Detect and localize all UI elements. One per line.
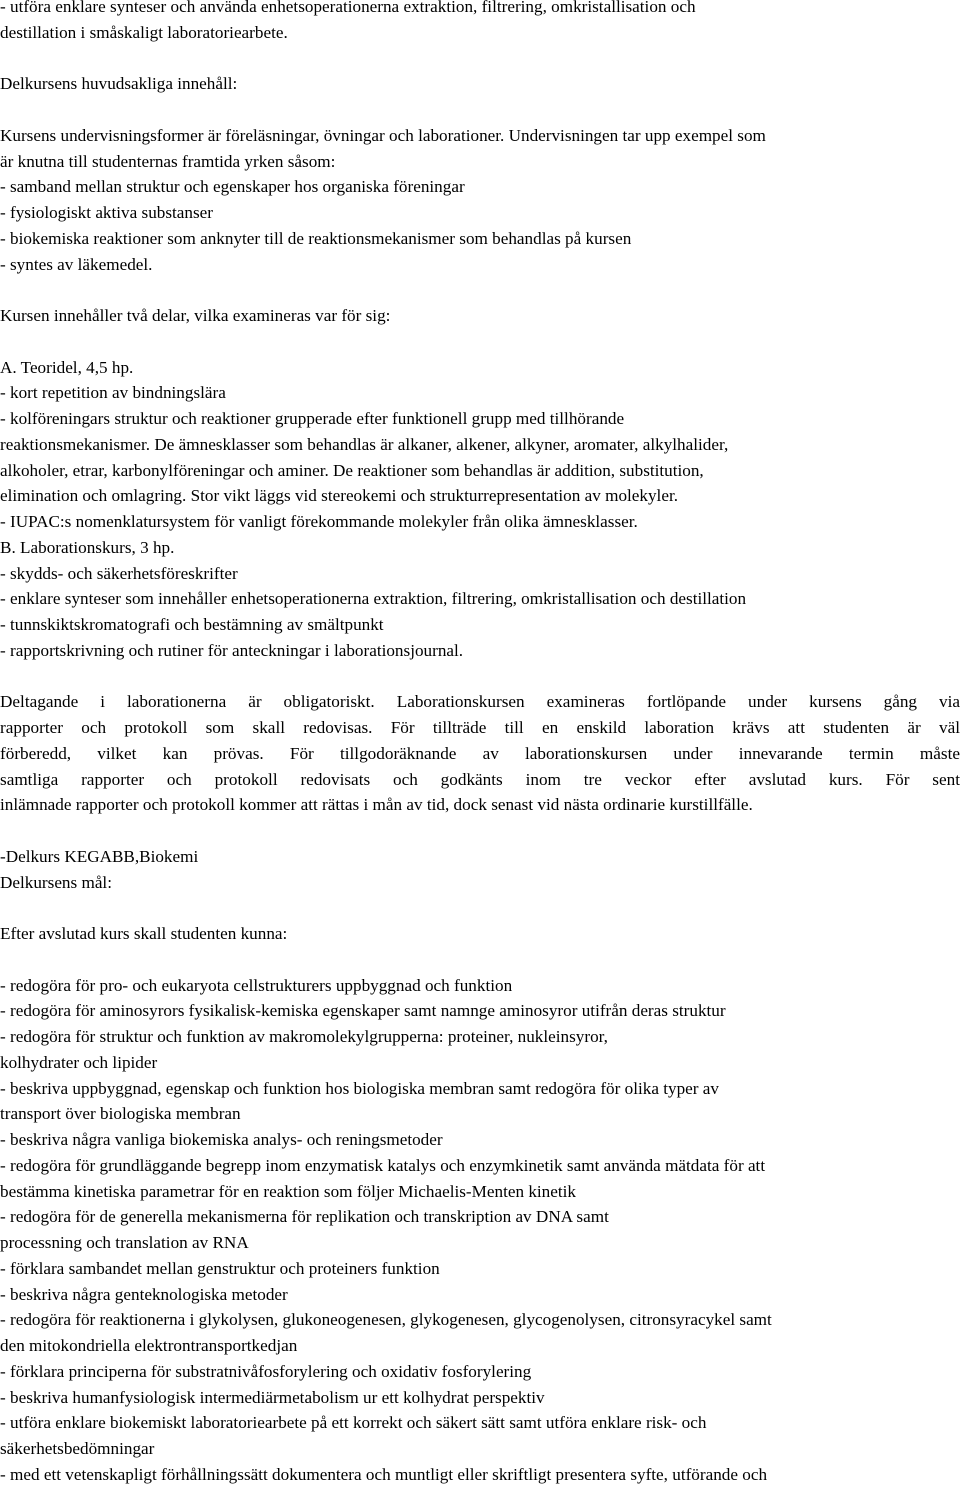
text-line: - beskriva uppbyggnad, egenskap och funktion hos biologiska membran samt redogöra för olika typer av bbox=[0, 1078, 719, 1098]
text-line: - utföra enklare biokemiskt laboratoriearbete på ett korrekt och säkert sätt samt utföra enklare risk- och bbox=[0, 1413, 707, 1433]
text-line: bestämma kinetiska parametrar för en reaktion som följer Michaelis-Menten kinetik bbox=[0, 1181, 576, 1201]
text-line: kolhydrater och lipider bbox=[0, 1052, 158, 1072]
text-line: - syntes av läkemedel. bbox=[0, 254, 153, 274]
text-line: transport över biologiska membran bbox=[0, 1104, 241, 1124]
text-line: reaktionsmekanismer. De ämnesklasser som behandlas är alkaner, alkener, alkyner, aromater, alkylhalider, bbox=[0, 434, 729, 454]
blank-line bbox=[0, 46, 960, 72]
blank-line bbox=[0, 664, 960, 690]
blank-line bbox=[0, 818, 960, 844]
text-line: - redogöra för struktur och funktion av makromolekylgrupperna: proteiner, nukleinsyror, bbox=[0, 1027, 608, 1046]
text-line: inlämnade rapporter och protokoll kommer att rättas i mån av tid, dock senast vid nästa ordinarie kurstillfälle. bbox=[0, 795, 753, 815]
text-line: - skydds- och säkerhetsföreskrifter bbox=[0, 563, 238, 583]
blank-line bbox=[0, 97, 960, 123]
text-line: säkerhetsbedömningar bbox=[0, 1439, 155, 1458]
text-line: - IUPAC:s nomenklatursystem för vanligt förekommande molekyler från olika ämnesklasser. bbox=[0, 512, 638, 531]
text-line: - utföra enklare synteser och använda enhetsoperationerna extraktion, filtrering, omkristallisation och bbox=[0, 0, 696, 16]
text-line: - enklare synteser som innehåller enhetsoperationerna extraktion, filtrering, omkristallisation och destillation bbox=[0, 589, 747, 609]
text-line: processning och translation av RNA bbox=[0, 1233, 249, 1252]
text-line: - samband mellan struktur och egenskaper hos organiska föreningar bbox=[0, 177, 465, 197]
text-line: - beskriva några vanliga biokemiska analys- och reningsmetoder bbox=[0, 1130, 443, 1149]
text-line: den mitokondriella elektrontransportkedjan bbox=[0, 1336, 298, 1355]
text-line: Delkursens mål: bbox=[0, 872, 112, 892]
text-line: - med ett vetenskapligt förhållningssätt dokumentera och muntligt eller skriftligt presentera syfte, utförande och bbox=[0, 1464, 768, 1484]
text-line: - beskriva humanfysiologisk intermediärmetabolism ur ett kolhydrat perspektiv bbox=[0, 1387, 545, 1407]
text-line: - beskriva några genteknologiska metoder bbox=[0, 1284, 288, 1304]
text-line: förberedd, vilket kan prövas. För tillgodoräknande av laborationskursen under innevarande termin måste bbox=[0, 743, 960, 763]
text-line: Kursens undervisningsformer är föreläsningar, övningar och laborationer. Undervisningen tar upp exempel som bbox=[0, 125, 766, 145]
text-line: är knutna till studenternas framtida yrken såsom: bbox=[0, 151, 336, 171]
text-line: destillation i småskaligt laboratoriearbete. bbox=[0, 22, 288, 42]
text-line: elimination och omlagring. Stor vikt läggs vid stereokemi och strukturrepresentation av molekyler. bbox=[0, 486, 678, 506]
text-line: A. Teoridel, 4,5 hp. bbox=[0, 357, 134, 377]
text-line: B. Laborationskurs, 3 hp. bbox=[0, 537, 175, 557]
text-line: Delkursens huvudsakliga innehåll: bbox=[0, 74, 238, 94]
text-line: - redogöra för reaktionerna i glykolysen, glukoneogenesen, glykogenesen, glycogenolysen, citronsyracykel samt bbox=[0, 1310, 772, 1330]
text-line: - redogöra för grundläggande begrepp inom enzymatisk katalys och enzymkinetik samt använda mätdata för att bbox=[0, 1155, 766, 1175]
blank-line bbox=[0, 947, 960, 973]
text-line: - fysiologiskt aktiva substanser bbox=[0, 203, 213, 222]
text-line: rapporter och protokoll som skall redovisas. För tillträde till en enskild laboration krävs att studenten är väl bbox=[0, 718, 960, 737]
text-line: - förklara principerna för substratnivåfosforylering och oxidativ fosforylering bbox=[0, 1361, 532, 1381]
text-line: - kolföreningars struktur och reaktioner grupperade efter funktionell grupp med tillhörande bbox=[0, 409, 625, 428]
text-line: - rapportskrivning och rutiner för anteckningar i laborationsjournal. bbox=[0, 640, 464, 660]
text-line: - kort repetition av bindningslära bbox=[0, 383, 226, 403]
text-line: - redogöra för aminosyrors fysikalisk-kemiska egenskaper samt namnge aminosyror utifrån deras struktur bbox=[0, 1001, 726, 1021]
text-line: Deltagande i laborationerna är obligatoriskt. Laborationskursen examineras fortlöpande under kursens gång via bbox=[0, 692, 960, 712]
text-line: Efter avslutad kurs skall studenten kunna: bbox=[0, 924, 288, 943]
text-line: - förklara sambandet mellan genstruktur och proteiners funktion bbox=[0, 1258, 440, 1278]
text-line: - tunnskiktskromatografi och bestämning av smältpunkt bbox=[0, 615, 384, 634]
blank-line bbox=[0, 895, 960, 921]
blank-line bbox=[0, 277, 960, 303]
text-line: - redogöra för de generella mekanismerna för replikation och transkription av DNA samt bbox=[0, 1207, 609, 1227]
text-line: Kursen innehåller två delar, vilka examineras var för sig: bbox=[0, 306, 391, 325]
text-line: alkoholer, etrar, karbonylföreningar och aminer. De reaktioner som behandlas är addition, substitution, bbox=[0, 460, 704, 480]
text-line: - redogöra för pro- och eukaryota cellstrukturers uppbyggnad och funktion bbox=[0, 975, 513, 995]
text-line: samtliga rapporter och protokoll redovisats och godkänts inom tre veckor efter avslutad kurs. För sent bbox=[0, 769, 960, 789]
text-line: - biokemiska reaktioner som anknyter till de reaktionsmekanismer som behandlas på kursen bbox=[0, 228, 632, 248]
text-line: -Delkurs KEGABB,Biokemi bbox=[0, 846, 199, 866]
blank-line bbox=[0, 329, 960, 355]
